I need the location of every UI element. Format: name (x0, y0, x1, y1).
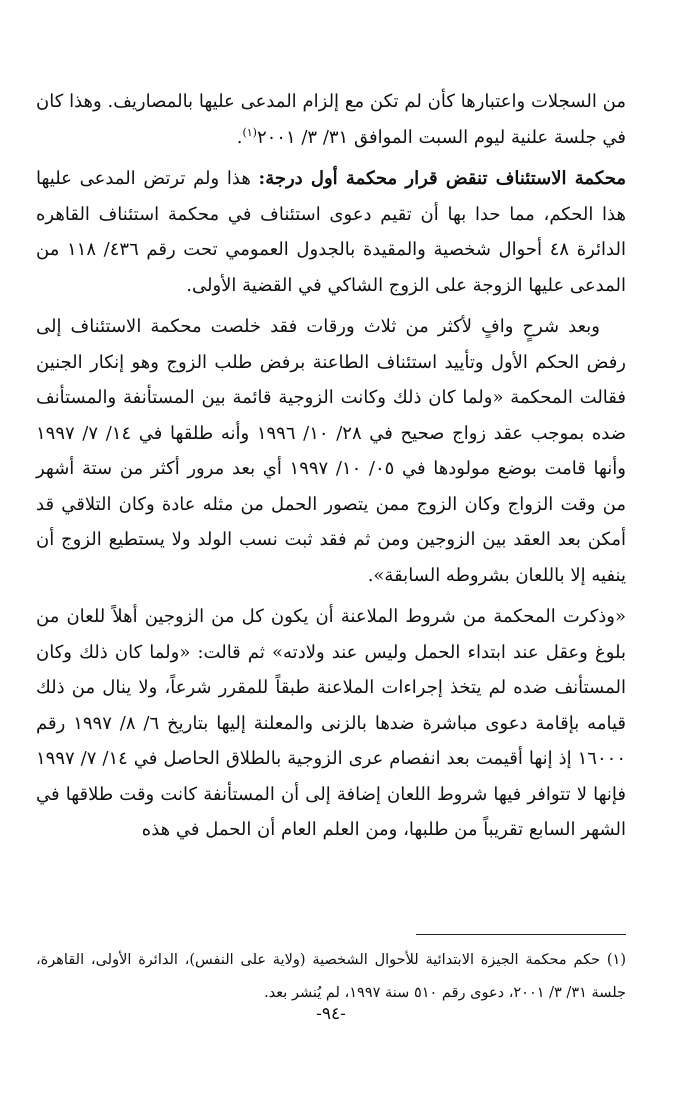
paragraph-1-text: من السجلات واعتبارها كأن لم تكن مع إلزام المدعى عليها بالمصاريف. وهذا كان في جلسة علنية ليوم السبت الموافق ٣١/ ٣/ ٢٠٠١ (36, 91, 626, 148)
footnote-text: (١) حكم محكمة الجيزة الابتدائية للأحوال الشخصية (ولاية على النفس)، الدائرة الأولى، القاهرة، جلسة ٣١/ ٣/ ٢٠٠١، دعوى رقم ٥١٠ سنة ١٩٩٧، لم يُنشر بعد. (36, 952, 626, 1001)
paragraph-4 (36, 599, 626, 848)
paragraph-1 (36, 84, 626, 155)
paragraph-1-tail: . (236, 126, 243, 148)
section-heading-lead: محكمة الاستئناف تنقض قرار محكمة أول درجة: (258, 168, 626, 189)
paragraph-2 (36, 161, 626, 303)
page-number: -٩٤- (316, 1004, 346, 1024)
footnote-reference[interactable]: (١) (242, 125, 257, 139)
paragraph-2-text: هذا ولم ترتض المدعى عليها هذا الحكم، مما حدا بها أن تقيم دعوى استئناف في محكمة استئناف القاهره الدائرة ٤٨ أحوال شخصية والمقيدة بالجدول العمومي تحت رقم ٤٣٦/ ١١٨ من المدعى عليها الزوجة على الزوج الشاكي في القضية الأولى. (36, 168, 626, 296)
paragraph-3-text: وبعد شرحٍ وافٍ لأكثر من ثلاث ورقات فقد خلصت محكمة الاستئناف إلى رفض الحكم الأول وتأييد استئناف الطاعنة برفض طلب الزوج وهو إنكار الجنين فقالت المحكمة «ولما كان ذلك وكانت الزوجية قائمة بين المستأنفة والمستأنف ضده بموجب عقد زواج صحيح في ٢٨/ ١٠/ ١٩٩٦ وأنه طلقها في ١٤/ ٧/ ١٩٩٧ وأنها قامت بوضع مولودها في ٠٥/ ١٠/ ١٩٩٧ أي بعد مرور أكثر من ستة أشهر من وقت الزواج وكان الزوج ممن يتصور الحمل من مثله عادة وكان التلاقي قد أمكن بعد العقد بين الزوجين ومن ثم فقد ثبت نسب الولد ولا يستطيع الزوج أن ينفيه إلا باللعان بشروطه السابقة». (36, 316, 627, 586)
footnote (36, 944, 626, 1010)
footnote-divider (416, 934, 626, 935)
main-text (36, 84, 626, 848)
paragraph-4-text: «وذكرت المحكمة من شروط الملاعنة أن يكون كل من الزوجين أهلاً للعان من بلوغ وعقل عند ابتداء الحمل وليس عند ولادته» ثم قالت: «ولما كان ذلك وكان المستأنف ضده لم يتخذ إجراءات الملاعنة طبقاً للمقرر شرعاً، ولا ينال من ذلك قيامه بإقامة دعوى مباشرة ضدها بالزنى والمعلنة إليها بتاريخ ٦/ ٨/ ١٩٩٧ رقم ١٦٠٠٠ إذ إنها أقيمت بعد انفصام عرى الزوجية بالطلاق الحاصل في ١٤/ ٧/ ١٩٩٧ فإنها لا تتوافر فيها شروط اللعان إضافة إلى أن المستأنفة كانت وقت طلاقها في الشهر السابع تقريباً من طلبها، ومن العلم العام أن الحمل في هذه (36, 606, 626, 840)
book-page (36, 84, 626, 1084)
paragraph-3 (36, 309, 626, 593)
